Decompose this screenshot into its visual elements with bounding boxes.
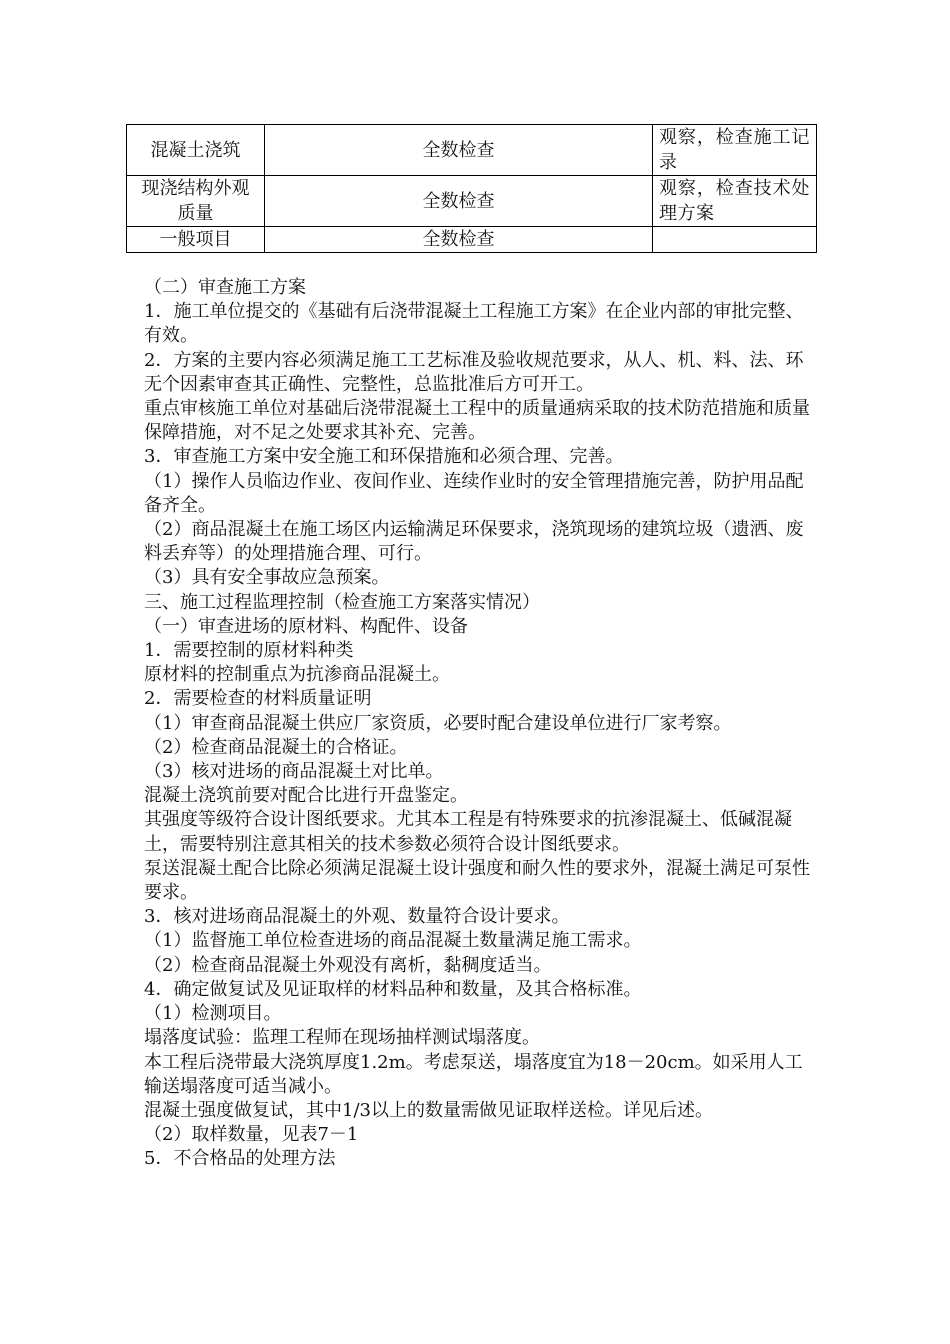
paragraph: （1）检测项目。 <box>144 1003 282 1025</box>
paragraph: （3）核对进场的商品混凝土对比单。 <box>144 761 444 783</box>
paragraph: （一）审查进场的原材料、构配件、设备 <box>144 615 468 637</box>
inspection-table <box>126 124 817 253</box>
table-row <box>127 227 817 253</box>
body-text <box>144 276 816 1172</box>
paragraph: （2）取样数量，见表7－1 <box>144 1124 359 1146</box>
paragraph: 三、施工过程监理控制（检查施工方案落实情况） <box>144 591 540 613</box>
table-cell-scope: 全数检查 <box>265 125 653 176</box>
table-cell-item: 混凝土浇筑 <box>127 125 265 176</box>
paragraph: 泵送混凝土配合比除必须满足混凝土设计强度和耐久性的要求外，混凝土满足可泵性要求。 <box>144 857 810 904</box>
paragraph: 4．确定做复试及见证取样的材料品种和数量，及其合格标准。 <box>144 978 642 1000</box>
table-cell-item: 一般项目 <box>127 227 265 253</box>
paragraph: （二）审查施工方案 <box>144 277 306 298</box>
paragraph: 本工程后浇带最大浇筑厚度1.2m。考虑泵送，塌落度宜为18－20cm。如采用人工输送塌落度可适当减小。 <box>144 1051 803 1097</box>
table-cell-scope: 全数检查 <box>265 176 653 227</box>
table-row <box>127 176 817 227</box>
paragraph: （2）检查商品混凝土外观没有离析，黏稠度适当。 <box>144 954 552 976</box>
paragraph: 混凝土浇筑前要对配合比进行开盘鉴定。 <box>144 785 468 807</box>
paragraph: （2）商品混凝土在施工场区内运输满足环保要求，浇筑现场的建筑垃圾（遗洒、废料丢弃等）的处理措施合理、可行。 <box>144 519 804 565</box>
paragraph: （1）监督施工单位检查进场的商品混凝土数量满足施工需求。 <box>144 930 642 952</box>
table-cell-method: 观察，检查技术处理方案 <box>653 176 817 227</box>
paragraph: 3．核对进场商品混凝土的外观、数量符合设计要求。 <box>144 906 570 928</box>
paragraph: 2．方案的主要内容必须满足施工工艺标准及验收规范要求，从人、机、料、法、环无个因素审查其正确性、完整性，总监批准后方可开工。 <box>144 349 804 395</box>
table-cell-method <box>653 227 817 253</box>
table-cell-item: 现浇结构外观质量 <box>127 176 265 227</box>
paragraph: 混凝土强度做复试，其中1/3以上的数量需做见证取样送检。详见后述。 <box>144 1099 713 1121</box>
paragraph: （1）操作人员临边作业、夜间作业、连续作业时的安全管理措施完善，防护用品配备齐全。 <box>144 470 804 516</box>
table-row <box>127 125 817 176</box>
paragraph: 塌落度试验：监理工程师在现场抽样测试塌落度。 <box>144 1027 540 1049</box>
paragraph: （2）检查商品混凝土的合格证。 <box>144 736 408 758</box>
table-cell-method: 观察，检查施工记录 <box>653 125 817 176</box>
paragraph: 5．不合格品的处理方法 <box>144 1148 336 1170</box>
paragraph: 其强度等级符合设计图纸要求。尤其本工程是有特殊要求的抗渗混凝土、低碱混凝土，需要特别注意其相关的技术参数必须符合设计图纸要求。 <box>144 809 792 855</box>
paragraph: 重点审核施工单位对基础后浇带混凝土工程中的质量通病采取的技术防范措施和质量保障措施，对不足之处要求其补充、完善。 <box>144 398 810 444</box>
paragraph: 1．需要控制的原材料种类 <box>144 640 354 662</box>
table-cell-scope: 全数检查 <box>265 227 653 253</box>
paragraph: （3）具有安全事故应急预案。 <box>144 567 390 589</box>
paragraph: 3．审查施工方案中安全施工和环保措施和必须合理、完善。 <box>144 446 624 468</box>
paragraph: 1．施工单位提交的《基础有后浇带混凝土工程施工方案》在企业内部的审批完整、有效。 <box>144 301 804 347</box>
paragraph: 2．需要检查的材料质量证明 <box>144 688 372 710</box>
paragraph: 原材料的控制重点为抗渗商品混凝土。 <box>144 664 450 686</box>
paragraph: （1）审查商品混凝土供应厂家资质，必要时配合建设单位进行厂家考察。 <box>144 712 732 734</box>
